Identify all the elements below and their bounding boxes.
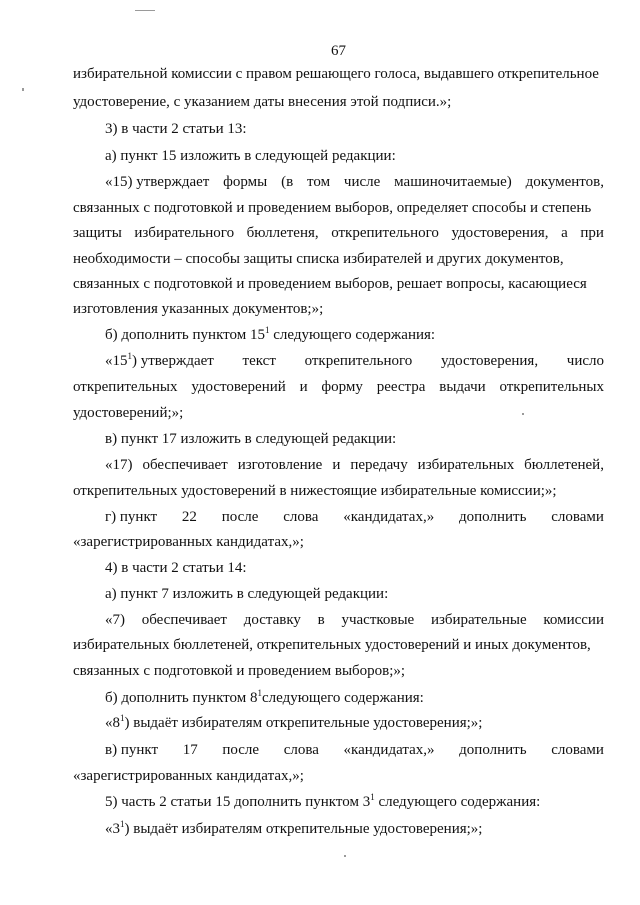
text-line: связанных с подготовкой и проведением выборов, определяет способы и степень [73,200,592,216]
word: дополнить [459,742,527,758]
word: избирательных [417,457,515,473]
superscript: 1 [120,713,125,723]
word: г) пункт [105,509,158,525]
word: открепительного [331,225,439,241]
text-line [105,508,604,526]
text-line [105,611,604,629]
superscript: 1 [127,351,132,361]
word: открепительных [499,379,604,395]
word: (в [281,174,294,190]
word: «кандидатах,» [343,742,435,758]
text-line [105,820,482,838]
word: удостоверения, [451,225,549,241]
text-run: следующего содержания: [261,690,424,706]
word: избирательные [430,612,527,628]
text-line [105,714,482,732]
text-run: ) утверждает [132,353,214,369]
word: в) пункт [105,742,159,758]
text-run: ) выдаёт избирателям открепительные удостоверения;»; [124,715,483,731]
word: «15) утверждает [105,174,210,190]
word: открепительных [73,379,178,395]
page-number: 67 [331,43,346,59]
text-line: удостоверение, с указанием даты внесения этой подписи.»; [73,94,452,110]
superscript: 1 [120,819,125,829]
scan-speck [135,10,155,11]
word: при [580,225,604,241]
word: обеспечивает [142,457,228,473]
word: доставку [243,612,301,628]
word: «7) [105,612,125,628]
word: открепительного [304,353,413,369]
text-line: связанных с подготовкой и проведением выборов, решает вопросы, касающиеся [73,276,587,292]
text-line [105,741,604,759]
word: слова [283,509,319,525]
text-run: ) выдаёт избирателям открепительные удостоверения;»; [124,821,483,837]
word: текст [242,353,276,369]
word: форму [321,379,363,395]
word: реестра [376,379,426,395]
text-line [73,378,604,396]
word: изготовление [237,457,323,473]
scan-speck [522,413,524,415]
text-run: следующего содержания: [269,327,436,343]
word: документов, [525,174,604,190]
superscript: 1 [370,792,375,802]
text-line: изготовления указанных документов;»; [73,301,324,317]
word: и [332,457,341,473]
text-line: «зарегистрированных кандидатах,»; [73,534,304,550]
text-run: «8 [105,715,120,731]
text-line: связанных с подготовкой и проведением выборов;»; [73,663,406,679]
word: и [299,379,308,395]
text-run: б) дополнить пунктом 8 [105,690,258,706]
scan-speck [22,88,24,91]
text-line [105,352,604,370]
word: удостоверений [191,379,286,395]
text-line [105,456,604,474]
word: машиночитаемые) [394,174,512,190]
text-line: избирательных бюллетеней, открепительных удостоверений и иных документов, [73,637,591,653]
text-run: «3 [105,821,120,837]
text-line [105,173,604,191]
word: после [221,509,259,525]
word [105,352,214,370]
word: 22 [181,509,197,525]
word: избирательного [134,225,235,241]
word: бюллетеня, [246,225,319,241]
word: удостоверения, [440,353,539,369]
text-line: 3) в части 2 статьи 13: [105,121,247,137]
text-run: 5) часть 2 статьи 15 дополнить пунктом 3 [105,794,371,810]
text-line: удостоверений;»; [73,405,184,421]
text-line: 4) в части 2 статьи 14: [105,560,247,576]
text-run: следующего содержания: [374,794,541,810]
text-line [105,689,424,707]
text-run: «15 [105,353,128,369]
word: передачу [350,457,408,473]
word: обеспечивает [141,612,227,628]
text-line [105,793,540,811]
superscript: 1 [264,325,270,335]
word: число [566,353,604,369]
word: том [307,174,331,190]
word: словами [551,742,604,758]
text-line: «зарегистрированных кандидатах,»; [73,768,304,784]
word: бюллетеней, [524,457,604,473]
word: формы [223,174,268,190]
text-run: б) дополнить пунктом 15 [105,327,265,343]
text-line: а) пункт 7 изложить в следующей редакции: [105,586,389,602]
scan-speck [344,855,346,857]
word: 17 [182,742,198,758]
word: участковые [341,612,415,628]
word: комиссии [543,612,604,628]
word: словами [551,509,604,525]
text-line: открепительных удостоверений в нижестоящие избирательные комиссии;»; [73,483,557,499]
text-line: в) пункт 17 изложить в следующей редакции: [105,431,397,447]
word: дополнить [459,509,527,525]
word: в [317,612,325,628]
word: слова [283,742,319,758]
text-line: необходимости – способы защиты списка избирателей и других документов, [73,251,564,267]
word: после [222,742,260,758]
word: «17) [105,457,133,473]
superscript: 1 [257,688,262,698]
word: а [561,225,568,241]
word: выдачи [439,379,486,395]
text-line [73,224,604,242]
text-line [105,326,435,344]
text-line: избирательной комиссии с правом решающего голоса, выдавшего открепительное [73,66,599,82]
word: «кандидатах,» [343,509,435,525]
word: защиты [73,225,122,241]
text-line: а) пункт 15 изложить в следующей редакции: [105,148,396,164]
word: числе [343,174,381,190]
